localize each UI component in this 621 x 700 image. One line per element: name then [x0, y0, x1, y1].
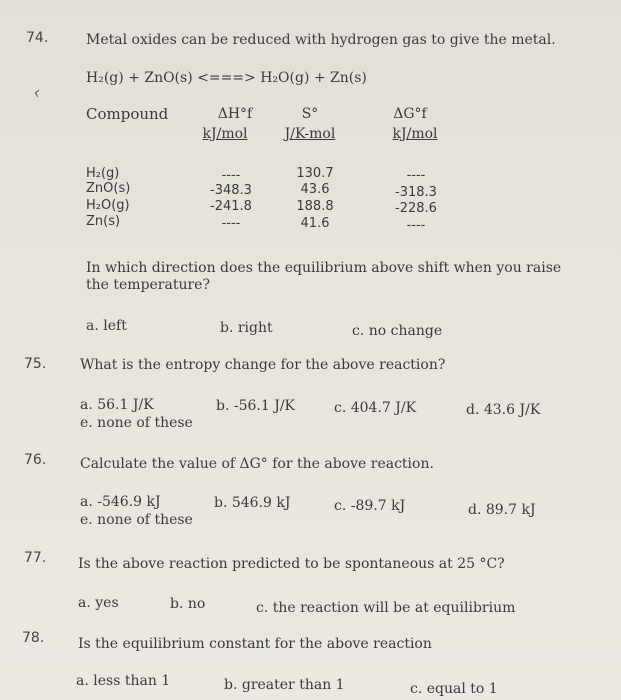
q74-reaction: H₂(g) + ZnO(s) <===> H₂O(g) + Zn(s)	[86, 70, 367, 86]
q76-question: Calculate the value of ΔG° for the above reaction.	[80, 456, 434, 472]
q77-option-c: c. the reaction will be at equilibrium	[256, 600, 516, 616]
table-header-dh: ΔH°f	[217, 106, 253, 122]
q78-option-b: b. greater than 1	[224, 677, 345, 693]
dh-value: ----	[221, 216, 241, 231]
q75-number: 75.	[24, 356, 47, 372]
q74-option-a: a. left	[86, 318, 127, 334]
table-header-s: S°	[301, 106, 319, 122]
q74-question-line1: In which direction does the equilibrium above shift when you raise	[86, 260, 562, 276]
unit-s: J/K-mol	[284, 126, 336, 142]
q76-number: 76.	[24, 452, 47, 468]
compound-name: H₂O(g)	[86, 198, 130, 213]
table-header-compound: Compound	[86, 105, 169, 123]
s-value: 188.8	[296, 199, 334, 214]
q74-option-c: c. no change	[352, 323, 443, 339]
dg-value: ----	[406, 218, 426, 233]
q74-statement: Metal oxides can be reduced with hydrogen gas to give the metal.	[86, 32, 556, 48]
q78-number: 78.	[22, 630, 45, 646]
q75-option-e: e. none of these	[80, 415, 193, 431]
q75-question: What is the entropy change for the above reaction?	[80, 357, 446, 373]
q76-option-b: b. 546.9 kJ	[214, 495, 291, 511]
dh-value: -348.3	[210, 183, 252, 198]
q77-option-b: b. no	[170, 596, 206, 612]
dg-value: ----	[406, 168, 426, 183]
unit-dh: kJ/mol	[202, 126, 248, 142]
margin-mark: ^	[32, 87, 50, 101]
table-header-dg: ΔG°f	[393, 106, 427, 122]
q76-option-e: e. none of these	[80, 512, 193, 528]
s-value: 43.6	[300, 182, 330, 197]
dh-value: ----	[221, 168, 241, 183]
q77-number: 77.	[24, 550, 47, 566]
q75-option-c: c. 404.7 J/K	[334, 400, 417, 416]
q77-question: Is the above reaction predicted to be spontaneous at 25 °C?	[78, 556, 505, 572]
dg-value: -318.3	[395, 185, 437, 200]
q78-option-a: a. less than 1	[76, 673, 171, 689]
q77-option-a: a. yes	[78, 595, 119, 611]
q78-question: Is the equilibrium constant for the above reaction	[78, 636, 432, 652]
q76-option-d: d. 89.7 kJ	[468, 502, 536, 518]
q74-option-b: b. right	[220, 320, 273, 336]
q75-option-d: d. 43.6 J/K	[466, 402, 541, 418]
dh-value: -241.8	[210, 199, 252, 214]
dg-value: -228.6	[395, 201, 437, 216]
q75-option-a: a. 56.1 J/K	[80, 397, 154, 413]
q75-option-b: b. -56.1 J/K	[216, 398, 296, 414]
q76-option-c: c. -89.7 kJ	[334, 498, 406, 514]
compound-name: Zn(s)	[86, 214, 121, 229]
q74-question-line2: the temperature?	[86, 277, 210, 293]
compound-name: H₂(g)	[86, 166, 120, 181]
q74-number: 74.	[26, 30, 49, 46]
compound-name: ZnO(s)	[86, 181, 131, 196]
s-value: 130.7	[296, 166, 334, 181]
unit-dg: kJ/mol	[392, 126, 438, 142]
q76-option-a: a. -546.9 kJ	[80, 494, 161, 510]
s-value: 41.6	[300, 216, 330, 231]
q78-option-c: c. equal to 1	[410, 681, 498, 697]
